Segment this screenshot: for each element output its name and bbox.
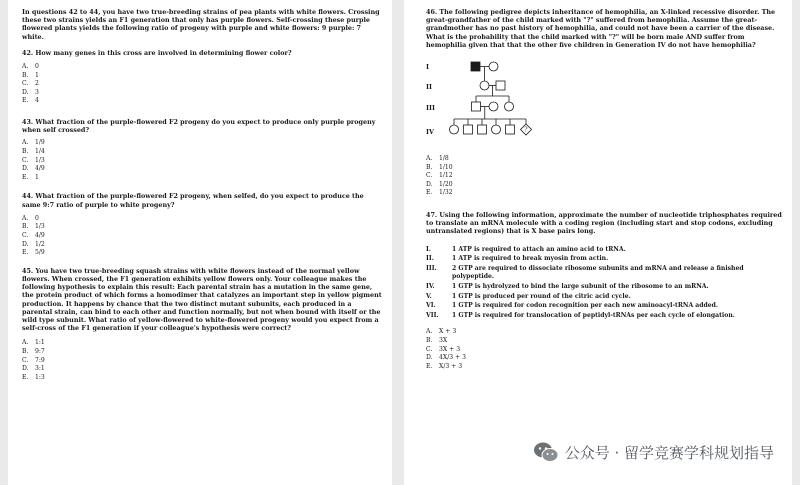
fact-item: I. 1 ATP is required to attach an amino acid to tRNA.	[426, 245, 626, 253]
option: C. 2	[22, 80, 39, 88]
male-symbol	[464, 125, 473, 134]
generation-label: I	[426, 63, 429, 72]
intro-text: In questions 42 to 44, you have two true-breeding strains of pea plants with white flowers. Crossing these two strains yields an F1 generation that only has purple flowers. Self-crossing these purple flowered plants yields the following ratio of progeny with purple and white flowers: 9 purple: 7 white.	[22, 8, 380, 41]
option: D. 3	[22, 88, 39, 96]
question-47-options	[426, 328, 782, 371]
generation-label: IV	[426, 128, 434, 137]
female-symbol	[480, 81, 489, 90]
option: B. 1/10	[426, 163, 453, 171]
male-symbol	[506, 125, 515, 134]
pedigree-diagram	[426, 59, 566, 151]
question-44: 44. What fraction of the purple-flowered F2 progeny, when selfed, do you expect to produce the same 9:7 ratio of purple to white progeny?	[22, 192, 364, 209]
wechat-icon	[533, 441, 559, 463]
male-symbol	[496, 81, 505, 90]
fact-item: V. 1 GTP is produced per round of the citric acid cycle.	[426, 292, 631, 300]
option: A. 1/9	[22, 139, 45, 147]
question-44-options	[22, 215, 382, 258]
option: D. 1/20	[426, 180, 453, 188]
question-47: 47. Using the following information, approximate the number of nucleotide triphosphates required to translate an mRNA molecule with a coding region (including start and stop codons, excluding untranslated regions) that is X base pairs long.	[426, 210, 782, 236]
generation-label: II	[426, 83, 432, 92]
male-symbol	[478, 125, 487, 134]
option: D. 1/2	[22, 240, 45, 248]
fact-item: IV. 1 GTP is hydrolyzed to bind the large subunit of the ribosome to an mRNA.	[426, 282, 709, 290]
option: E. 1/32	[426, 189, 453, 197]
option: C. 4/9	[22, 231, 45, 239]
question-45-options	[22, 339, 382, 382]
watermark	[533, 441, 774, 463]
fact-item: II. 1 ATP is required to break myosin from actin.	[426, 255, 609, 263]
option: D. 4X/3 + 3	[426, 354, 467, 362]
unknown-mark: ?	[524, 126, 528, 134]
question-45: 45. You have two true-breeding squash strains with white flowers instead of the normal yellow flowers. When crossed, the F1 generation exhibits yellow flowers only. Your colleague makes the following hypothesis to explain this result: Each parental strain has a mutation in the same gene, the protein product of which forms a homodimer that catalyzes an important step in yellow pigment production. It happens by chance that the two distinct mutant subunits, each produced in a parental strain, can bind to each other and function normally, but not when bound with itself or the wild type subunit. What ratio of yellow-flowered to white-flowered progeny would you expect from a self-cross of the F1 generation if your colleague's hypothesis were correct?	[22, 266, 382, 333]
option: A. 1/8	[426, 155, 449, 163]
fact-item: III. 2 GTP are required to dissociate ribosome subunits and mRNA and release a finished polypeptide.	[426, 264, 744, 281]
option: A. 0	[22, 214, 39, 222]
female-symbol	[489, 62, 498, 71]
affected-male-symbol	[471, 62, 480, 71]
fact-item: VI. 1 GTP is required for codon recognition per each new aminoacyl-tRNA added.	[426, 302, 719, 310]
option: B. 9:7	[22, 347, 45, 355]
option: E. 1	[22, 173, 39, 181]
option: B. 1/3	[22, 223, 45, 231]
question-42: 42. How many genes in this cross are involved in determining flower color?	[22, 48, 292, 57]
left-page	[8, 0, 392, 485]
option: C. 1/12	[426, 172, 453, 180]
pedigree-chart	[426, 59, 782, 151]
question-47-facts	[426, 246, 782, 321]
option: E. 4	[22, 97, 39, 105]
option: E. X/3 + 3	[426, 362, 463, 370]
watermark-text: 公众号 · 留学竞赛学科规划指导	[564, 443, 774, 462]
question-46: 46. The following pedigree depicts inheritance of hemophilia, an X-linked recessive disorder. The great-grandfather of the child marked with "?" suffered from hemophilia. Assume the great-grandmother has no past history of hemophilia, and could not have been a carrier of the disease. What is the probability that the child marked with "?" will be born male AND suffer from hemophilia given that that the other five children in Generation IV do not have hemophilia?	[426, 8, 776, 49]
option: D. 4/9	[22, 165, 45, 173]
right-page	[404, 0, 792, 485]
male-symbol	[472, 102, 481, 111]
option: A. X + 3	[426, 328, 457, 336]
female-symbol	[492, 125, 501, 134]
option: C. 7:9	[22, 356, 45, 364]
option: E. 5/9	[22, 249, 45, 257]
option: C. 3X + 3	[426, 345, 461, 353]
option: B. 3X	[426, 336, 448, 344]
female-symbol	[450, 125, 459, 134]
generation-label: III	[426, 104, 435, 113]
fact-item: VII. 1 GTP is required for translocation of peptidyl-tRNAs per each cycle of elongation.	[426, 311, 735, 319]
option: B. 1	[22, 71, 39, 79]
female-symbol	[505, 102, 514, 111]
female-symbol	[489, 102, 498, 111]
option: E. 1:3	[22, 373, 45, 381]
option: A. 1:1	[22, 339, 45, 347]
question-43: 43. What fraction of the purple-flowered F2 progeny do you expect to produce only purple progeny when self crossed?	[22, 117, 376, 135]
question-42-options	[22, 63, 382, 106]
option: D. 3:1	[22, 365, 45, 373]
question-46-options	[426, 155, 782, 198]
option: C. 1/3	[22, 156, 45, 164]
option: A. 0	[22, 63, 39, 71]
option: B. 1/4	[22, 147, 45, 155]
question-43-options	[22, 139, 382, 182]
